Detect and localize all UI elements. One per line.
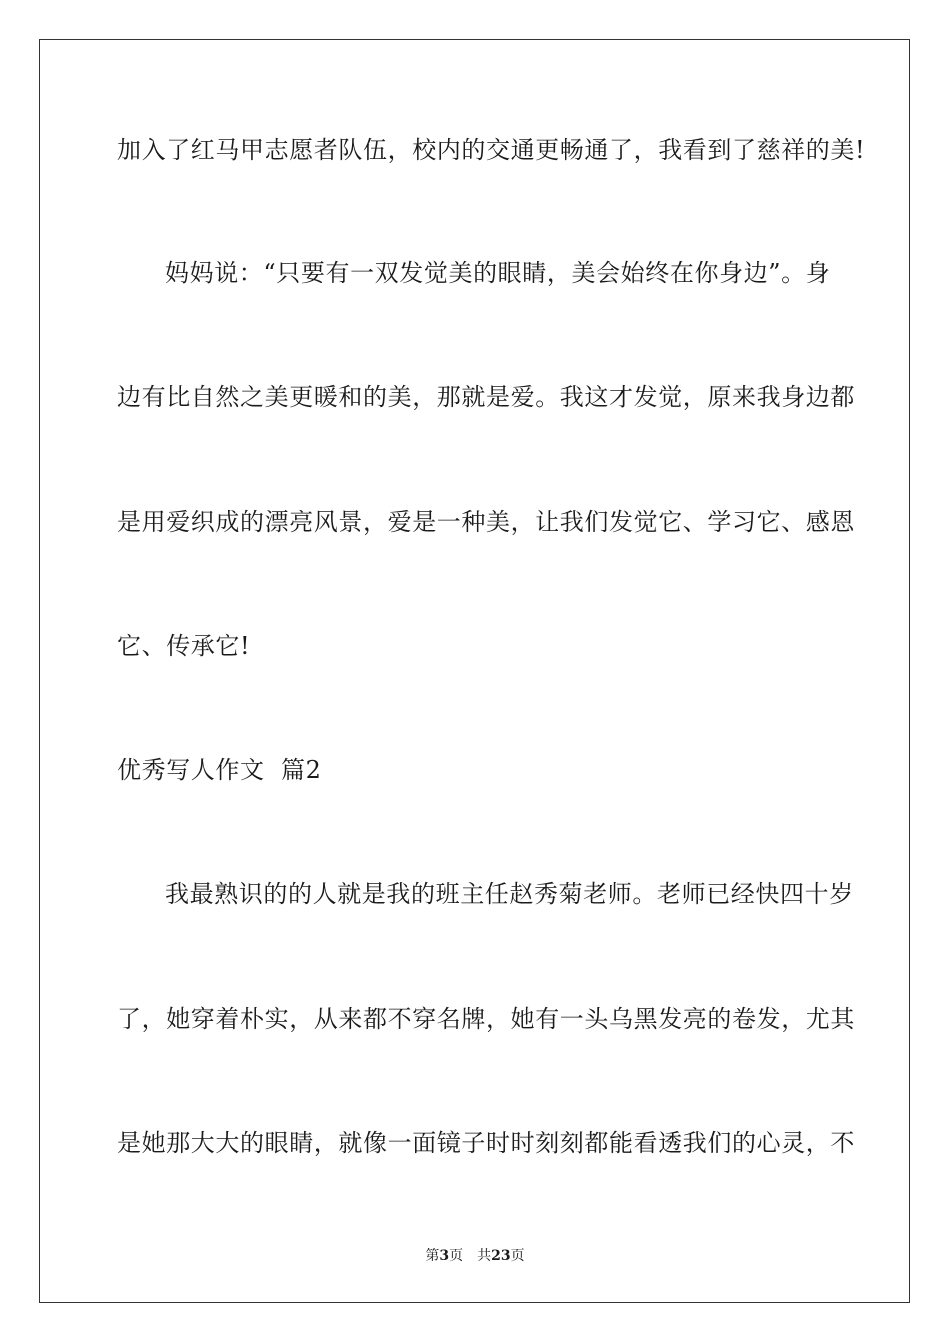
page-prefix: 第 xyxy=(425,1248,440,1264)
section-heading: 优秀写人作文 篇2 xyxy=(117,756,322,784)
page-number: 3 xyxy=(439,1248,450,1264)
total-prefix: 共 xyxy=(477,1248,492,1264)
total-pages: 23 xyxy=(491,1248,511,1264)
page-footer xyxy=(0,1247,950,1265)
paragraph-line: 是用爱织成的漂亮风景，爱是一种美，让我们发觉它、学习它、感恩 xyxy=(117,508,855,536)
paragraph-line: 妈妈说：“只要有一双发觉美的眼睛，美会始终在你身边”。身 xyxy=(165,259,831,287)
total-suffix: 页 xyxy=(510,1248,525,1264)
paragraph-line: 边有比自然之美更暖和的美，那就是爱。我这才发觉，原来我身边都 xyxy=(117,383,855,411)
paragraph-line: 了，她穿着朴实，从来都不穿名牌，她有一头乌黑发亮的卷发，尤其 xyxy=(117,1005,855,1033)
page-suffix: 页 xyxy=(449,1248,464,1264)
paragraph-line: 加入了红马甲志愿者队伍，校内的交通更畅通了，我看到了慈祥的美! xyxy=(117,136,866,164)
page-border xyxy=(39,39,910,1303)
paragraph-line: 我最熟识的的人就是我的班主任赵秀菊老师。老师已经快四十岁 xyxy=(165,880,854,908)
paragraph-line: 是她那大大的眼睛，就像一面镜子时时刻刻都能看透我们的心灵，不 xyxy=(117,1129,855,1157)
paragraph-line: 它、传承它! xyxy=(117,632,251,660)
